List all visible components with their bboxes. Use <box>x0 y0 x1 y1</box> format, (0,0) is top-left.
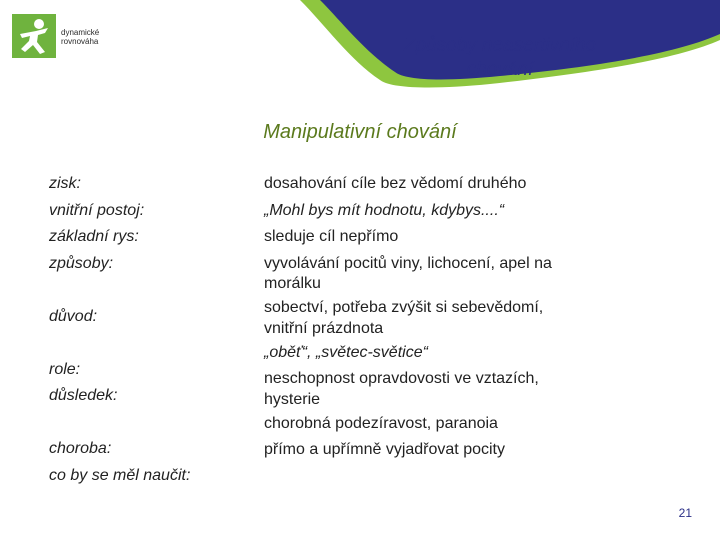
logo <box>12 14 122 64</box>
logo-text-line1: dynamické <box>61 28 100 37</box>
label-zisk: zisk: <box>49 175 81 192</box>
value-duvod-line1: sobectví, potřeba zvýšit si sebevědomí, <box>264 299 544 316</box>
value-zpusoby <box>264 251 664 295</box>
value-zisk: dosahování cíle bez vědomí druhého <box>264 175 527 192</box>
label-zpusoby: způsoby: <box>49 254 114 272</box>
running-figure-icon <box>12 14 56 58</box>
spacer <box>49 330 249 357</box>
value-co-by-se-mel-naucit: přímo a upřímně vyjadřovat pocity <box>264 441 505 458</box>
value-role: „oběť“, „světec-světice“ <box>264 343 428 361</box>
label-zakladni-rys: základní rys: <box>49 228 139 245</box>
value-column <box>264 171 664 464</box>
slide-title-line1: Způsoby neasertivního <box>403 35 597 56</box>
value-zpusoby-line2: morálku <box>264 275 321 292</box>
logo-text <box>61 28 99 46</box>
value-duvod <box>264 295 664 339</box>
label-dusledek: důsledek: <box>49 387 118 404</box>
label-vnitrni-postoj: vnitřní postoj: <box>49 201 145 219</box>
label-role: role: <box>49 360 81 378</box>
value-vnitrni-postoj: „Mohl bys mít hodnotu, kdybys....“ <box>264 201 505 219</box>
logo-text-line2: rovnováha <box>61 37 99 46</box>
value-dusledek-line2: hysterie <box>264 390 321 408</box>
value-dusledek-line1: neschopnost opravdovosti ve vztazích, <box>264 370 539 387</box>
label-duvod: důvod: <box>49 307 98 325</box>
slide-title-line2: chování <box>466 59 534 80</box>
slide-title <box>350 34 650 82</box>
value-dusledek <box>264 366 664 410</box>
section-heading: Manipulativní chování <box>263 121 457 143</box>
value-choroba: chorobná podezíravost, paranoia <box>264 414 498 432</box>
value-duvod-line2: vnitřní prázdnota <box>264 319 384 337</box>
spacer <box>49 277 249 304</box>
label-co-by-se-mel-naucit: co by se měl naučit: <box>49 466 191 484</box>
value-zakladni-rys: sleduje cíl nepřímo <box>264 228 399 245</box>
spacer <box>49 410 249 437</box>
page-number: 21 <box>678 506 692 520</box>
value-zpusoby-line1: vyvolávání pocitů viny, lichocení, apel na <box>264 254 552 272</box>
label-column <box>49 171 249 489</box>
label-choroba: choroba: <box>49 440 112 457</box>
